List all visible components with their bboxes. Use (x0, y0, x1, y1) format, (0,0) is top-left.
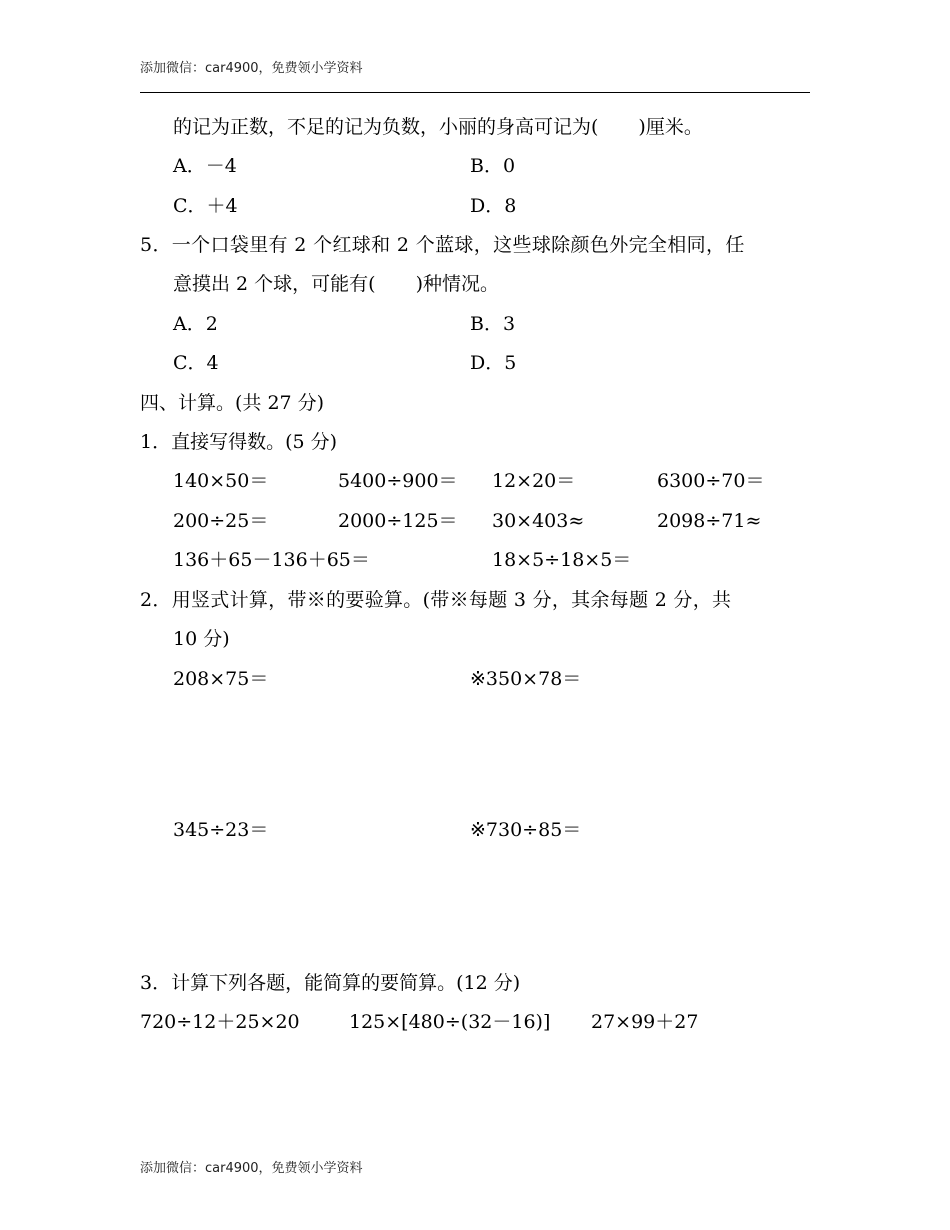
page-footer-text: 添加微信：car4900，免费领小学资料 (140, 1161, 363, 1176)
q4-option-d: D．8 (470, 195, 517, 217)
q5-stem-part2: )种情况。 (415, 273, 500, 295)
calc-item: 6300÷70＝ (657, 470, 765, 492)
part2-title-line1: 2．用竖式计算，带※的要验算。(带※每题 3 分，其余每题 2 分，共 (140, 589, 732, 611)
calc-item: 140×50＝ (173, 470, 269, 492)
part2-title-line2: 10 分) (173, 628, 230, 650)
calc-item: 136＋65－136＋65＝ (173, 549, 370, 571)
calc-item: 200÷25＝ (173, 510, 269, 532)
simplify-item: 125×[480÷(32－16)] (349, 1011, 551, 1033)
vertical-calc-item: 345÷23＝ (173, 819, 269, 841)
calc-item: 12×20＝ (492, 470, 576, 492)
vertical-calc-item: ※730÷85＝ (470, 819, 582, 841)
q5-stem-line1: 5．一个口袋里有 2 个红球和 2 个蓝球，这些球除颜色外完全相同，任 (140, 234, 745, 256)
q4-stem-continuation (173, 114, 703, 140)
part3-title: 3．计算下列各题，能简算的要简算。(12 分) (140, 972, 521, 994)
calc-item: 2000÷125＝ (338, 510, 458, 532)
section4-title: 四、计算。(共 27 分) (140, 392, 325, 414)
vertical-calc-item: 208×75＝ (173, 668, 269, 690)
q4-option-a: A．－4 (173, 155, 237, 177)
q5-option-b: B．3 (470, 313, 516, 335)
q4-stem-part2: )厘米。 (638, 116, 703, 138)
q5-stem-part1: 意摸出 2 个球，可能有( (173, 273, 376, 295)
page-header-text: 添加微信：car4900，免费领小学资料 (140, 61, 363, 76)
header-rule (140, 92, 810, 93)
part1-title: 1．直接写得数。(5 分) (140, 431, 338, 453)
q5-option-d: D．5 (470, 352, 517, 374)
q5-option-a: A．2 (173, 313, 218, 335)
q4-option-c: C．＋4 (173, 195, 238, 217)
q4-option-b: B．0 (470, 155, 516, 177)
q4-stem-part1: 的记为正数，不足的记为负数，小丽的身高可记为( (173, 116, 599, 138)
calc-item: 30×403≈ (492, 510, 585, 532)
simplify-item: 27×99＋27 (591, 1011, 699, 1033)
calc-item: 18×5÷18×5＝ (492, 549, 632, 571)
simplify-item: 720÷12＋25×20 (140, 1011, 300, 1033)
q5-option-c: C．4 (173, 352, 219, 374)
vertical-calc-item: ※350×78＝ (470, 668, 582, 690)
calc-item: 2098÷71≈ (657, 510, 762, 532)
calc-item: 5400÷900＝ (338, 470, 458, 492)
q5-stem-line2 (173, 271, 499, 297)
